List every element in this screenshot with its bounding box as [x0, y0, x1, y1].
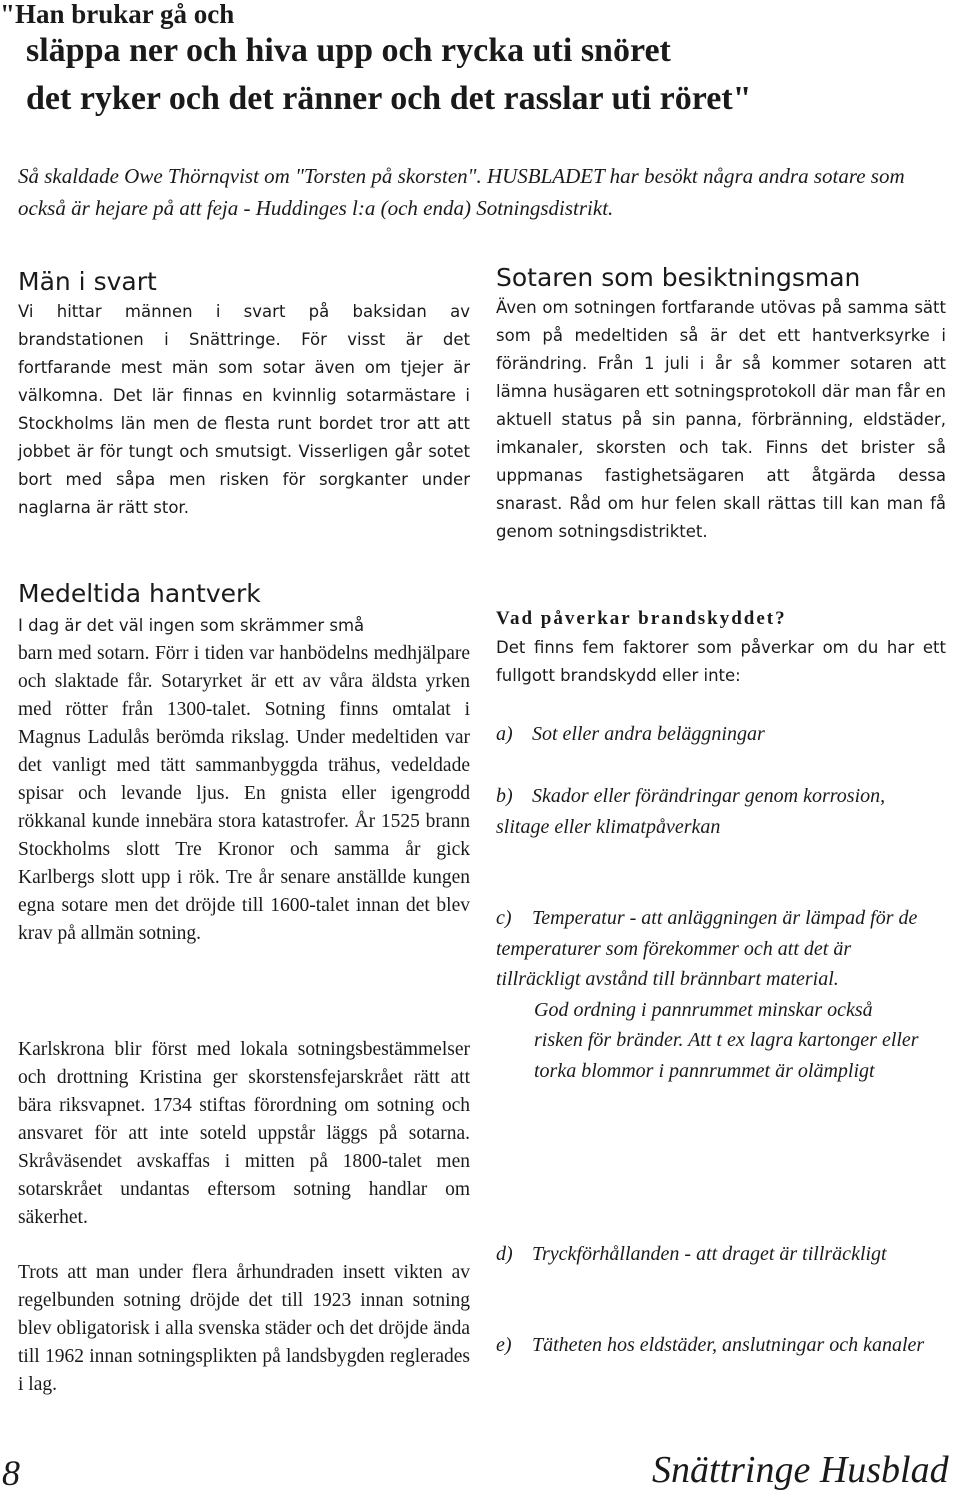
section-heading-medeltida-hantverk: Medeltida hantverk — [18, 579, 261, 608]
list-label: a) — [496, 723, 513, 745]
list-text-extra: God ordning i pannrummet minskar också risken för bränder. Att t ex lagra kartonger eller torka blommor i pannrummet är olämpligt — [534, 998, 919, 1082]
section-heading-man-i-svart: Män i svart — [18, 267, 157, 296]
section-lead-medeltida-hantverk: I dag är det väl ingen som skrämmer små — [18, 616, 365, 635]
paragraph-trots: Trots att man under flera århundraden insett vikten av regelbunden sotning dröjde det till 1923 innan sotning blev obligatorisk i alla svenska städer och det dröjde ända till 1962 innan sotningsplikten på landsbygden reglerades i lag. — [18, 1262, 470, 1395]
list-item-c — [496, 903, 926, 1087]
list-text: Tryckförhållanden - att draget är tillräckligt — [532, 1243, 887, 1265]
headline-line-3: det ryker och det ränner och det rasslar uti röret" — [26, 80, 752, 117]
list-item-d — [496, 1239, 916, 1270]
list-label: b) — [496, 785, 513, 807]
list-text: Tätheten hos eldstäder, anslutningar och kanaler — [532, 1334, 925, 1356]
section-heading-brandskyddet: Vad påverkar brandskyddet? — [496, 608, 787, 629]
list-text: Temperatur - att anläggningen är lämpad för de temperaturer som förekommer och att det är tillräckligt avstånd till brännbart material. — [496, 907, 918, 991]
section-body-brandskyddet: Det finns fem faktorer som påverkar om du har ett fullgott brandskydd eller inte: — [496, 638, 946, 685]
section-body-medeltida-hantverk: barn med sotarn. Förr i tiden var hanbödelns medhjälpare och slaktade får. Sotaryrket är ett av våra äldsta yrken med rötter från 1300-talet. Sotning finns omtalat i Magnus Ladulås berömda rikslag. Under medeltiden var det vanligt med tätt sammanbyggda trähus, vedeldade spisar och levande ljus. En gnista eller igengrodd rökkanal kunde innebära stora katastrofer. År 1525 brann Stockholms slott Tre Kronor och samma år gick Karlbergs slott upp i rök. Tre år senare anställde kungen egna sotare men det dröjde till 1600-talet innan det blev krav på allmän sotning. — [18, 643, 470, 944]
paragraph-karlskrona: Karlskrona blir först med lokala sotningsbestämmelser och drottning Kristina ger skorstensfejarskrået rätt att bära riksvapnet. 1734 stiftas förordning om sotning och ansvaret för att inte soteld uppstår läggs på sotarna. Skråväsendet avskaffas i mitten på 1800-talet men sotarskrået undantas eftersom sotning handlar om säkerhet. — [18, 1039, 470, 1228]
section-heading-besiktningsman: Sotaren som besiktningsman — [496, 263, 861, 292]
page-number: 8 — [2, 1453, 20, 1493]
headline-line-2: släppa ner och hiva upp och rycka uti snöret — [26, 32, 671, 69]
intro-paragraph: Så skaldade Owe Thörnqvist om "Torsten på skorsten". HUSBLADET har besökt några andra sotare som också är hejare på att feja - Huddinges l:a (och enda) Sotningsdistrikt. — [18, 164, 905, 220]
headline-line-1: "Han brukar gå och — [0, 0, 235, 29]
list-item-b — [496, 781, 916, 842]
section-body-besiktningsman: Även om sotningen fortfarande utövas på samma sätt som på medeltiden så är det ett hantverksyrke i förändring. Från 1 juli i år så kommer sotaren att lämna husägaren ett sotningsprotokoll där man får en aktuell status på sin panna, förbränning, eldstäder, imkanaler, skorsten och tak. Finns det brister så uppmanas fastighetsägaren att åtgärda dessa snarast. Råd om hur felen skall rättas till kan man få genom sotningsdistriktet. — [496, 298, 946, 541]
list-item-a — [496, 719, 916, 750]
list-item-e — [496, 1330, 946, 1361]
publication-title: Snättringe Husblad — [652, 1449, 949, 1491]
section-body-man-i-svart: Vi hittar männen i svart på baksidan av brandstationen i Snättringe. För visst är det fortfarande mest män som sotar även om tjejer är välkomna. Det lär finnas en kvinnlig sotarmästare i Stockholms län men de flesta runt bordet tror att att jobbet är för tungt och smutsigt. Visserligen går sotet bort med såpa men risken för sorgkanter under naglarna är rätt stor. — [18, 302, 470, 517]
list-text: Sot eller andra beläggningar — [532, 723, 765, 745]
list-label: c) — [496, 907, 512, 929]
list-label: e) — [496, 1334, 512, 1356]
list-label: d) — [496, 1243, 513, 1265]
list-text: Skador eller förändringar genom korrosion, slitage eller klimatpåverkan — [496, 785, 886, 838]
